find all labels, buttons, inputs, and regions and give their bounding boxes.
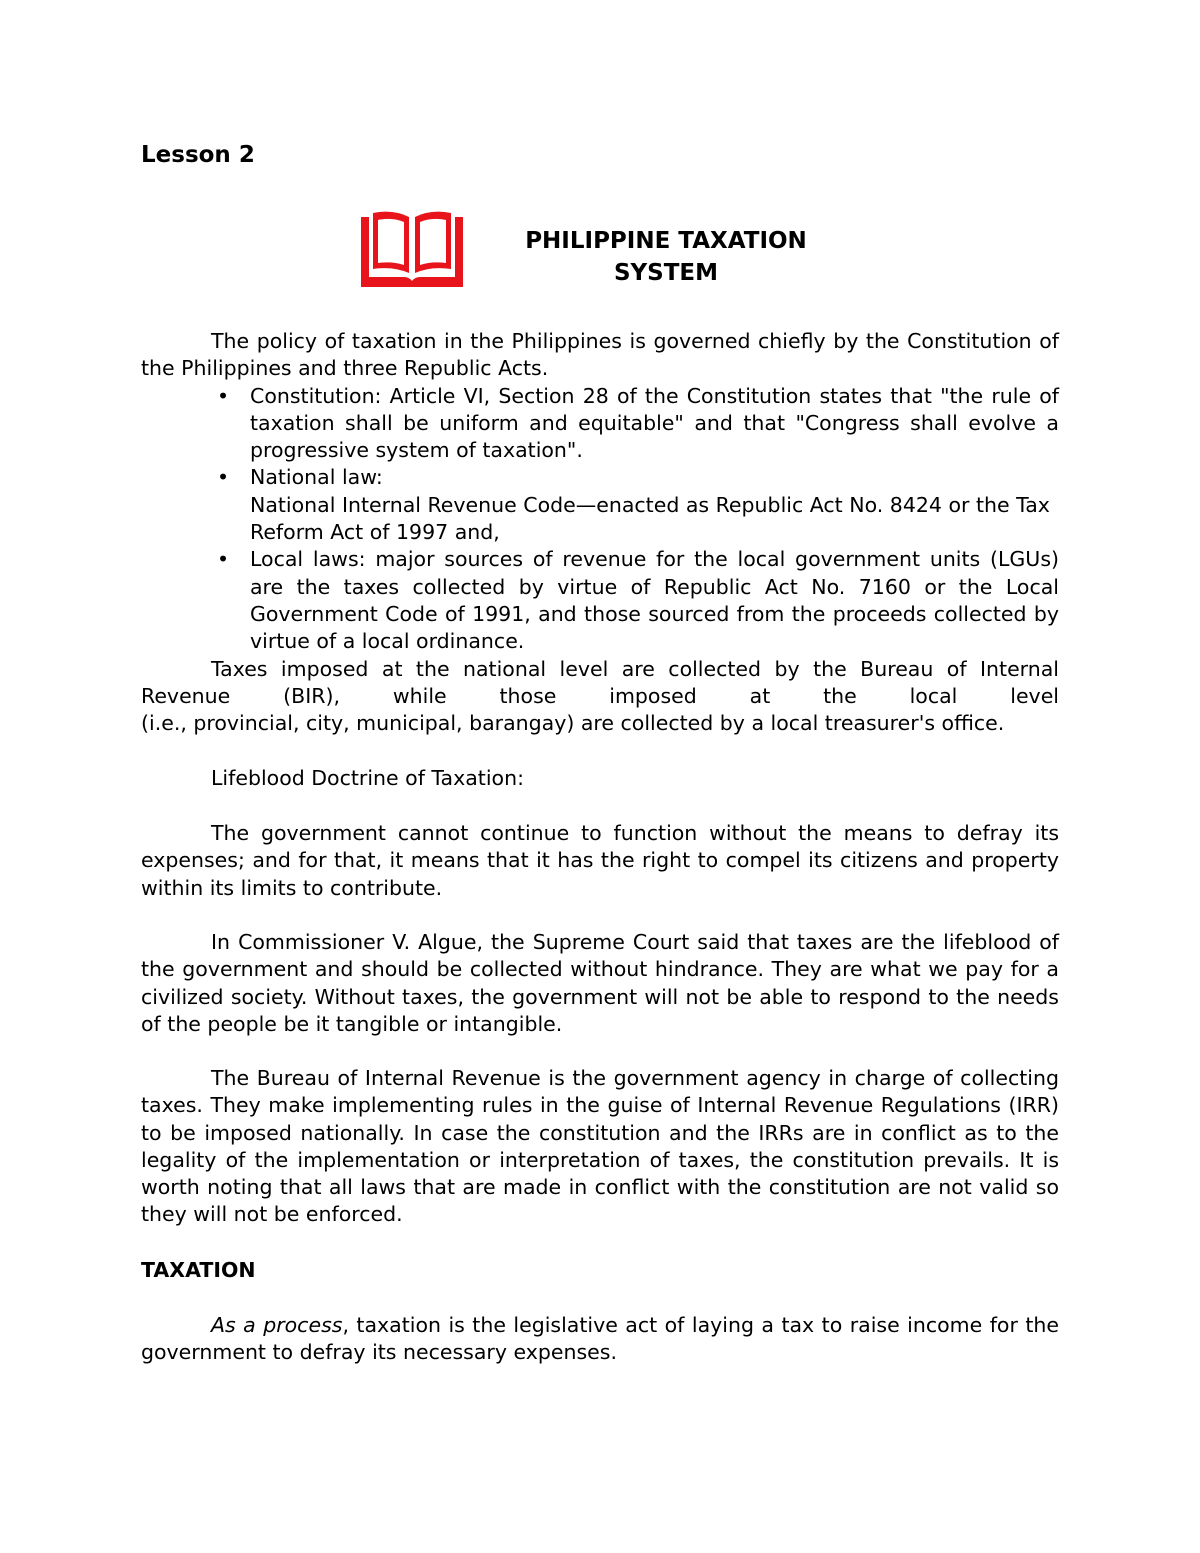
list-item	[141, 383, 1059, 465]
process-paragraph	[141, 1312, 1059, 1367]
bureau-paragraph-block	[141, 1065, 1059, 1229]
bureau-paragraph: The Bureau of Internal Revenue is the government agency in charge of collecting taxes. They make implementing rules in the guise of Internal Revenue Regulations (IRR) to be imposed nationally. In case the constitution and the IRRs are in conflict as to the legality of the implementation or interpretation of taxes, the constitution prevails. It is worth noting that all laws that are made in conflict with the constitution are not valid so they will not be enforced.	[141, 1066, 1059, 1227]
algue-paragraph-block	[141, 929, 1059, 1038]
bullet-text: Constitution: Article VI, Section 28 of the Constitution states that "the rule of taxation shall be uniform and equitable" and that "Congress shall evolve a progressive system of taxation".	[250, 383, 1059, 463]
lifeblood-section	[141, 765, 1059, 792]
lesson-label: Lesson 2	[141, 142, 255, 168]
taxation-heading: TAXATION	[141, 1258, 256, 1282]
process-paragraph-block	[141, 1312, 1059, 1367]
algue-paragraph: In Commissioner V. Algue, the Supreme Court said that taxes are the lifeblood of the government and should be collected without hindrance. They are what we pay for a civilized society. Without taxes, the government will not be able to respond to the needs of the people be it tangible or intangible.	[141, 930, 1059, 1036]
taxation-heading-block	[141, 1257, 1059, 1284]
lifeblood-paragraph: The government cannot continue to function without the means to defray its expenses; and for that, it means that it has the right to compel its citizens and property within its limits to contribute.	[141, 821, 1059, 900]
title-line-1: PHILIPPINE TAXATION	[525, 228, 807, 254]
lifeblood-paragraph-block	[141, 820, 1059, 902]
document-title	[466, 225, 866, 289]
lifeblood-heading: Lifeblood Doctrine of Taxation:	[211, 766, 524, 790]
bir-paragraph-b: (i.e., provincial, city, municipal, barangay) are collected by a local treasurer's office.	[141, 711, 1005, 736]
book-icon	[361, 211, 463, 287]
bullet-subtext: National Internal Revenue Code—enacted as Republic Act No. 8424 or the Tax Reform Act of 1997 and,	[250, 492, 1050, 545]
bullet-icon: •	[217, 383, 230, 408]
intro-section	[141, 328, 1059, 737]
bullet-text: Local laws: major sources of revenue for the local government units (LGUs) are the taxes collected by virtue of Republic Act No. 7160 or the Local Government Code of 1991, and those sourced from the proceeds collected by virtue of a local ordinance.	[250, 547, 1059, 654]
intro-paragraph: The policy of taxation in the Philippines is governed chiefly by the Constitution of the Philippines and three Republic Acts.	[141, 329, 1059, 381]
bullet-list	[141, 383, 1059, 656]
bullet-text: National law:	[250, 465, 383, 490]
bullet-icon: •	[217, 465, 230, 490]
list-item	[141, 464, 1059, 546]
title-line-2: SYSTEM	[613, 260, 719, 286]
bullet-icon: •	[217, 547, 230, 572]
list-item	[141, 546, 1059, 655]
bir-paragraph-a: Taxes imposed at the national level are collected by the Bureau of Internal Revenue (BIR), while those imposed at the local level	[141, 656, 1059, 708]
process-italic: As a process	[211, 1313, 343, 1337]
process-text: , taxation is the legislative act of laying a tax to raise income for the government to defray its necessary expenses.	[141, 1313, 1059, 1365]
